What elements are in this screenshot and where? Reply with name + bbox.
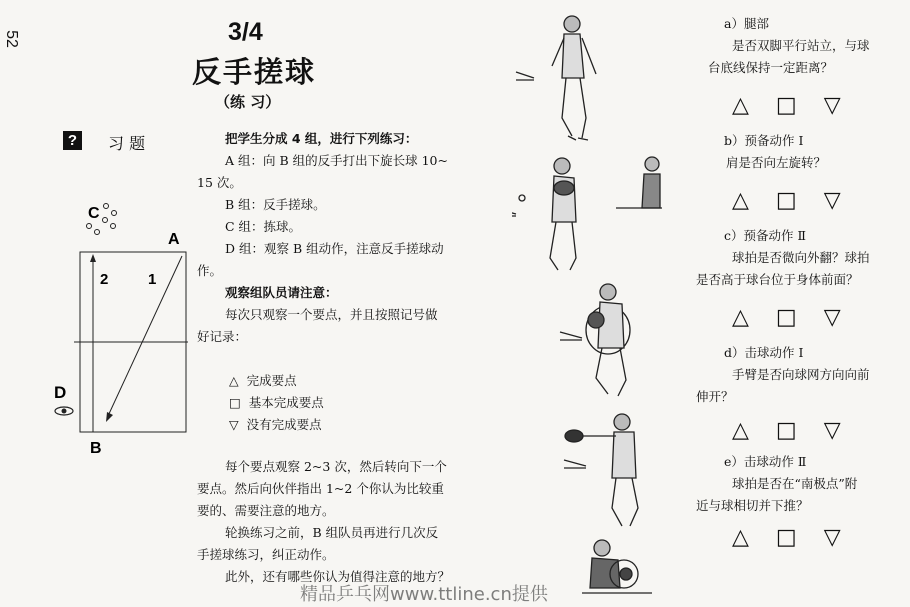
triangle-up-icon[interactable]: △ [732,188,749,213]
group-d-line-2: 作。 [197,263,223,278]
group-a-line-1: A 组：向 B 组的反手打出下旋长球 10~ [225,153,448,168]
question-line: 是否双脚平行站立，与球 [732,38,870,53]
player-figure-legs-icon [516,16,596,140]
triangle-down-icon: ▽ [229,417,239,432]
triangle-down-icon[interactable]: ▽ [823,418,841,443]
rating-row [696,188,906,213]
observe-line-2: 好记录： [197,329,248,344]
exercise-label: 习 题 [108,134,146,153]
rating-row [696,93,906,118]
para3-line-2: 手搓球练习，纠正动作。 [197,547,335,562]
para2-line-2: 要点。然后向伙伴指出 1~2 个你认为比较重 [197,481,444,496]
player-figure-racket-icon [560,284,630,396]
player-figure-prep-icon [512,157,662,270]
label-a: A [168,231,180,248]
triangle-down-icon[interactable]: ▽ [823,188,841,213]
para4-line: 此外，还有哪些你认为值得注意的地方？ [225,569,451,584]
triangle-down-icon[interactable]: ▽ [823,525,841,550]
watermark: 精品乒乓网www.ttline.cn提供 [300,584,548,605]
question-line: 手臂是否向球网方向向前 [732,367,870,382]
square-icon[interactable]: □ [775,525,797,550]
question-line: 伸开？ [696,389,734,404]
question-line: 是否高于球台位于身体前面？ [696,272,859,287]
observer-heading: 观察组队员请注意： [225,285,338,300]
player-illustrations [512,8,662,607]
question-label: b）预备动作 Ⅰ [724,133,804,148]
question-icon: ? [63,131,82,150]
group-b-line: B 组：反手搓球。 [225,197,326,212]
player-figure-contact-icon [582,540,652,593]
group-a-line-2: 15 次。 [197,175,242,190]
legend-item-complete [197,370,497,392]
page-subtitle: （练 习） [215,93,281,111]
questions-column [696,13,906,550]
arrow-up-icon [90,254,96,262]
para2-line-1: 每个要点观察 2~3 次，然后转向下一个 [225,459,447,474]
triangle-up-icon[interactable]: △ [732,525,749,550]
question-label: c）预备动作 Ⅱ [724,228,806,243]
lane-2-label: 2 [100,271,109,288]
legend-text: 没有完成要点 [246,417,322,432]
question-label: a）腿部 [724,16,769,31]
instructions-heading: 把学生分成 4 组，进行下列练习： [225,131,418,146]
question-e [696,451,906,550]
observe-line-1: 每次只观察一个要点，并且按照记号做 [225,307,438,322]
instructions-column [197,128,497,588]
question-label: e）击球动作 Ⅱ [724,454,807,469]
square-icon[interactable]: □ [775,93,797,118]
question-a [696,13,906,118]
label-c: C [88,205,100,222]
triangle-up-icon[interactable]: △ [732,93,749,118]
label-d: D [54,383,67,402]
question-d [696,342,906,443]
square-icon[interactable]: □ [775,418,797,443]
legend-text: 基本完成要点 [248,395,324,410]
square-icon: □ [229,395,241,410]
court-diagram [50,198,200,458]
lane-1-label: 1 [148,271,157,288]
eye-icon [55,407,73,415]
question-line: 台底线保持一定距离？ [708,60,834,75]
rating-row [696,418,906,443]
question-b [696,130,906,213]
question-c [696,225,906,330]
page-number: 52 [2,30,20,48]
triangle-down-icon[interactable]: ▽ [823,93,841,118]
rating-row [696,525,906,550]
triangle-down-icon[interactable]: ▽ [823,305,841,330]
question-line: 近与球相切并下推？ [696,498,809,513]
square-icon[interactable]: □ [775,305,797,330]
triangle-up-icon: △ [229,373,239,388]
legend-item-not [197,414,497,436]
question-line: 肩是否向左旋转？ [726,155,827,170]
legend-item-basic [197,392,497,414]
question-line: 球拍是否微向外翻？球拍 [732,250,870,265]
label-b: B [90,440,102,457]
legend-text: 完成要点 [246,373,297,388]
player-figure-stroke-icon [564,414,638,526]
square-icon[interactable]: □ [775,188,797,213]
triangle-up-icon[interactable]: △ [732,418,749,443]
group-d-line-1: D 组：观察 B 组动作，注意反手搓球动 [225,241,444,256]
question-label: d）击球动作 Ⅰ [724,345,804,360]
para2-line-3: 要的、需要注意的地方。 [197,503,335,518]
triangle-up-icon[interactable]: △ [732,305,749,330]
question-line: 球拍是否在“南极点”附 [732,476,858,491]
rating-row [696,305,906,330]
para3-line-1: 轮换练习之前，B 组队员再进行几次反 [225,525,439,540]
arrow-down-icon [106,412,113,422]
page-title: 反手搓球 [192,55,317,89]
group-c-line: C 组：拣球。 [225,219,302,234]
section-number: 3/4 [228,18,263,46]
lane-1-line [108,256,182,416]
